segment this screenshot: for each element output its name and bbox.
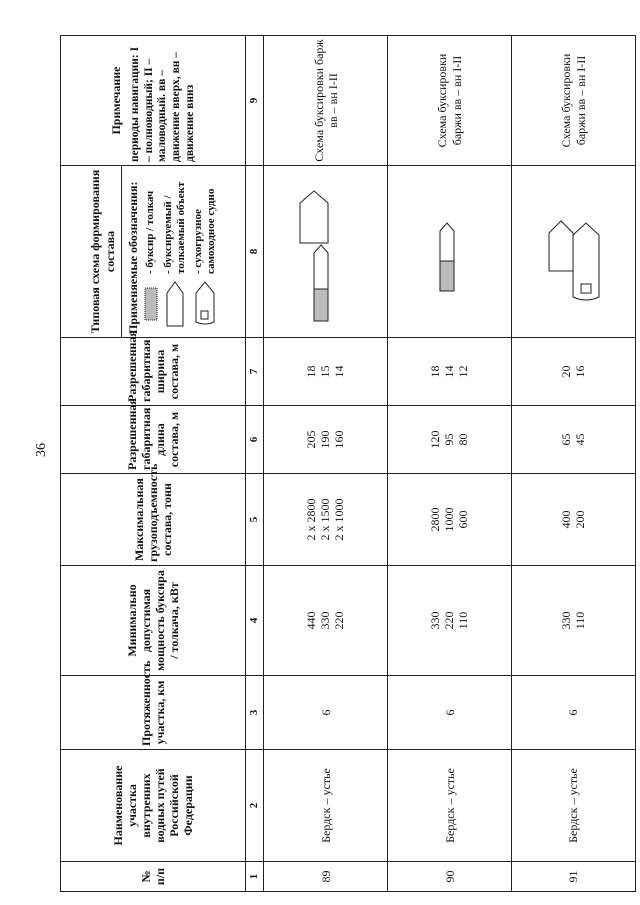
convoy-length-value: 65 xyxy=(558,433,573,446)
row-section: Бердск – устье xyxy=(388,750,512,862)
legend xyxy=(144,169,218,334)
power-value: 330 xyxy=(558,611,573,630)
row-note: Схема буксировки барж вв – вн I-II xyxy=(264,36,388,166)
tug-shape xyxy=(440,262,454,292)
note-title: Примечание xyxy=(109,66,124,135)
tug-one-barge-diagram xyxy=(418,172,478,332)
capacity-value: 400 xyxy=(558,510,573,529)
row-capacity xyxy=(264,474,388,566)
row-capacity xyxy=(388,474,512,566)
selfpropelled-with-barge-diagram xyxy=(537,172,607,332)
convoy-length-value: 205 xyxy=(304,430,319,449)
convoy-width-value: 18 xyxy=(427,365,442,378)
header-convoy-width: Разрешенная габаритная ширина состава, м xyxy=(61,338,246,406)
capacity-value: 2 х 1000 xyxy=(331,498,346,541)
header-length: Протяженность участка, км xyxy=(61,676,246,750)
row-schema-diagram xyxy=(264,166,388,338)
power-value: 110 xyxy=(572,611,587,630)
barge-shape-1 xyxy=(314,246,328,290)
row-num: 91 xyxy=(512,862,636,892)
power-value: 220 xyxy=(441,611,456,630)
barge-shape xyxy=(440,224,454,262)
page-number: 36 xyxy=(34,443,49,457)
capacity-value: 2800 xyxy=(427,507,442,532)
convoy-width-value: 18 xyxy=(304,365,319,378)
convoy-length-value: 190 xyxy=(317,430,332,449)
colnum-7: 7 xyxy=(246,338,264,406)
row-convoy-length xyxy=(512,406,636,474)
note-legend-text: периоды навигации: I – полноводный; II – маловодный. вв – движение вверх, вн – движение вниз xyxy=(129,46,196,162)
rotated-table-container xyxy=(60,36,636,892)
row-power xyxy=(512,566,636,676)
convoy-width-value: 20 xyxy=(558,365,573,378)
power-value: 110 xyxy=(455,611,470,630)
row-convoy-length xyxy=(264,406,388,474)
convoy-width-value: 14 xyxy=(441,365,456,378)
power-value: 440 xyxy=(304,611,319,630)
row-note: Схема буксировки баржи вв – вн I-II xyxy=(388,36,512,166)
legend-selfpropelled: - сухогрузное самоходное судно xyxy=(191,188,217,274)
barge-legend-icon xyxy=(162,274,188,334)
row-section: Бердск – устье xyxy=(512,750,636,862)
legend-barge: - буксируемый / толкаемый объект xyxy=(161,181,187,274)
row-length: 6 xyxy=(264,676,388,750)
capacity-value: 600 xyxy=(455,510,470,529)
selfpropelled-vessel-shape xyxy=(573,224,599,301)
selfpropelled-legend-icon xyxy=(192,274,218,334)
row-schema-diagram xyxy=(388,166,512,338)
convoy-width-value: 15 xyxy=(317,365,332,378)
header-capacity: Максимальная грузоподъемность состава, тонн xyxy=(61,474,246,566)
row-capacity xyxy=(512,474,636,566)
row-note: Схема буксировки баржи вв – вн I-II xyxy=(512,36,636,166)
colnum-6: 6 xyxy=(246,406,264,474)
convoy-width-value: 14 xyxy=(331,365,346,378)
row-power xyxy=(388,566,512,676)
row-convoy-width xyxy=(264,338,388,406)
row-convoy-width xyxy=(512,338,636,406)
header-schema xyxy=(61,166,246,338)
header-section: Наименование участка внутренних водных путей Российской Федерации xyxy=(61,750,246,862)
row-section: Бердск – устье xyxy=(264,750,388,862)
tug-shape xyxy=(314,290,328,322)
table-row xyxy=(512,36,636,892)
header-power: Минимально допустимая мощность буксира / толкача, кВт xyxy=(61,566,246,676)
convoy-width-value: 16 xyxy=(572,365,587,378)
row-length: 6 xyxy=(512,676,636,750)
schema-title: Типовая схема формирования состава xyxy=(88,169,117,334)
table-row xyxy=(388,36,512,892)
power-value: 330 xyxy=(317,611,332,630)
row-num: 89 xyxy=(264,862,388,892)
colnum-4: 4 xyxy=(246,566,264,676)
barge-shape xyxy=(549,222,573,272)
legend-tug: - буксир / толкач xyxy=(143,190,156,274)
row-length: 6 xyxy=(388,676,512,750)
colnum-1: 1 xyxy=(246,862,264,892)
row-num: 90 xyxy=(388,862,512,892)
legend-title: Применяемые обозначения: xyxy=(125,181,140,334)
convoy-length-value: 160 xyxy=(331,430,346,449)
row-convoy-length xyxy=(388,406,512,474)
power-value: 220 xyxy=(331,611,346,630)
header-row xyxy=(61,36,246,892)
capacity-value: 2 х 1500 xyxy=(317,498,332,541)
header-note xyxy=(61,36,246,166)
colnum-2: 2 xyxy=(246,750,264,862)
colnum-3: 3 xyxy=(246,676,264,750)
convoy-length-value: 95 xyxy=(441,433,456,446)
row-power xyxy=(264,566,388,676)
capacity-value: 200 xyxy=(572,510,587,529)
barge-shape-2 xyxy=(300,192,328,244)
tug-legend-icon xyxy=(144,274,158,334)
column-number-row xyxy=(246,36,264,892)
convoy-length-value: 80 xyxy=(455,433,470,446)
capacity-value: 1000 xyxy=(441,507,456,532)
table-row xyxy=(264,36,388,892)
capacity-value: 2 х 2800 xyxy=(304,498,319,541)
tug-two-barges-diagram xyxy=(294,172,354,332)
row-schema-diagram xyxy=(512,166,636,338)
header-convoy-length: Разрешенная габаритная длина состава, м xyxy=(61,406,246,474)
convoy-width-value: 12 xyxy=(455,365,470,378)
convoy-table xyxy=(60,35,636,892)
convoy-length-value: 120 xyxy=(427,430,442,449)
row-convoy-width xyxy=(388,338,512,406)
convoy-length-value: 45 xyxy=(572,433,587,446)
colnum-8: 8 xyxy=(246,166,264,338)
colnum-5: 5 xyxy=(246,474,264,566)
header-num: № п/п xyxy=(61,862,246,892)
colnum-9: 9 xyxy=(246,36,264,166)
power-value: 330 xyxy=(427,611,442,630)
